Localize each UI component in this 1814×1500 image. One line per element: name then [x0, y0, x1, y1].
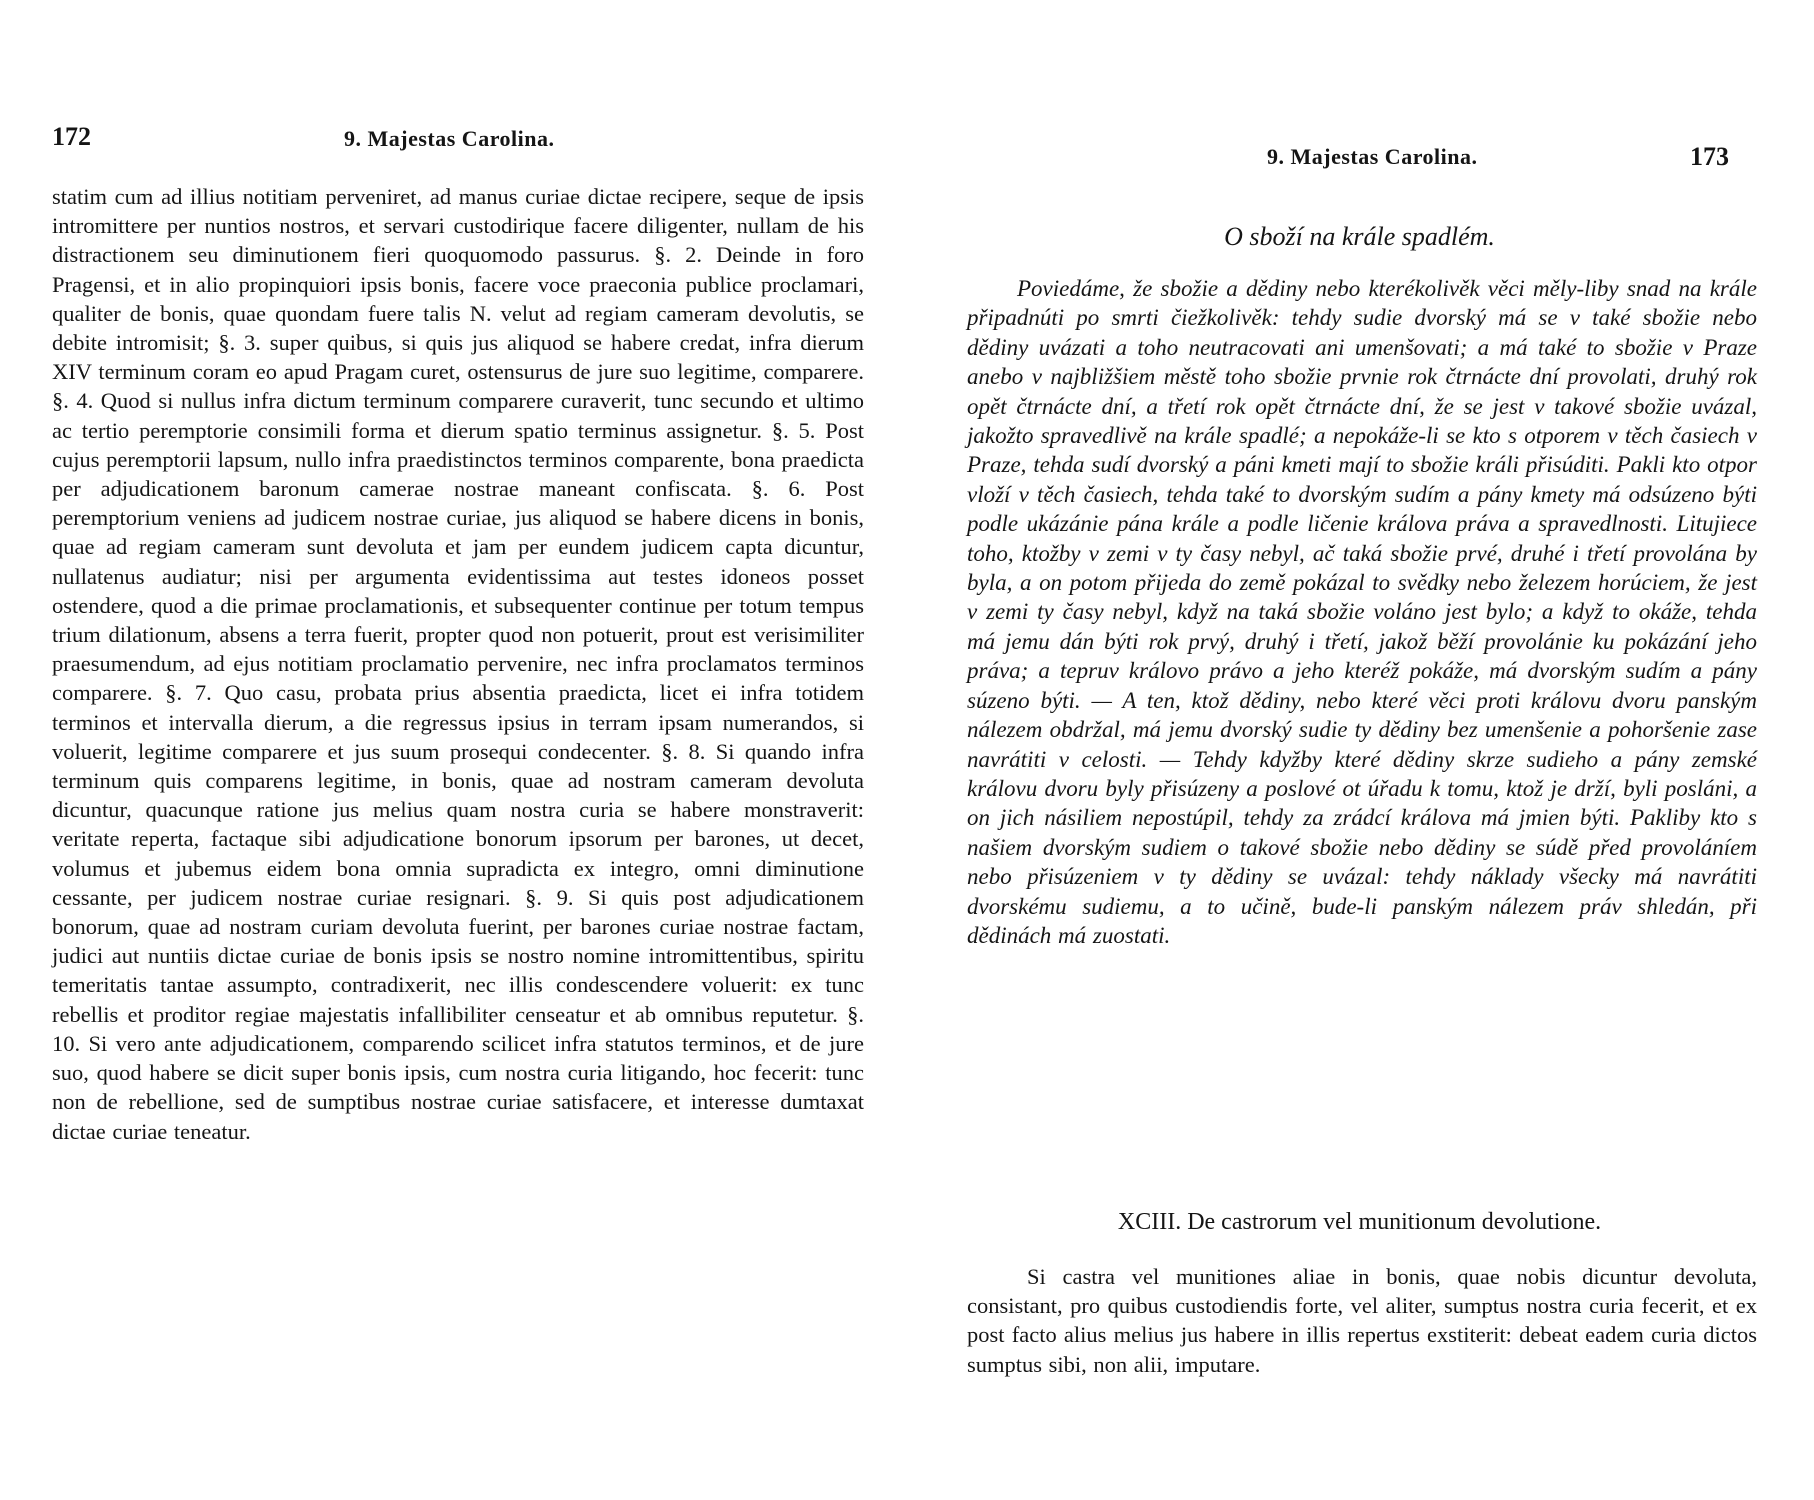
chapter-heading: XCIII. De castrorum vel munitionum devolutione. [1117, 1209, 1602, 1235]
running-head: 9. Majestas Carolina. [1267, 144, 1478, 169]
page-number: 172 [52, 122, 91, 151]
latin-body-text: Si castra vel munitiones aliae in bonis, quae nobis dicuntur devoluta, consistant, pro quibus custodiendis forte, vel aliter, sumptus nostra curia fecerit, et ex post facto alius melius jus habere in illis repertus exstiterit: debeat eadem curia dictos sumptus sibi, non alii, imputare. [967, 1264, 1757, 1377]
right-page [907, 0, 1814, 1500]
page-number: 173 [1690, 142, 1729, 171]
latin-body-text: statim cum ad illius notitiam perveniret, ad manus curiae dictae recipere, seque de ipsis intromittere per nuntios nostros, et servari custodirique facere diligenter, nullam de his distractionem seu diminutionem fieri quoquomodo passurus. §. 2. Deinde in foro Pragensi, et in alio propinquiori ipsis bonis, facere voce praeconia publice proclamari, qualiter de bonis, quae quondam fuere talis N. velut ad regiam cameram devolutis, se debite intromisit; §. 3. super quibus, si quis jus aliquod se habere credat, infra dierum XIV terminum coram eo apud Pragam curet, ostensurus de jure suo legitime, comparere. §. 4. Quod si nullus infra dictum terminum comparere curaverit, tunc secundo et ultimo ac tertio peremptorie consimili forma et dierum spatio terminus assignetur. §. 5. Post cujus peremptorii lapsum, nullo infra praedistinctos terminos comparente, bona praedicta per adjudicationem baronum camerae nostrae maneant confiscata. §. 6. Post peremptorium veniens ad judicem nostrae curiae, jus aliquod se habere dicens in bonis, quae ad regiam cameram sunt devoluta et jam per eundem judicem capta dicuntur, nullatenus audiatur; nisi per argumenta evidentissima aut testes idoneos posset ostendere, quod a die primae proclamationis, et subsequenter continue per totum tempus trium dilationum, absens a terra fuerit, propter quod non potuerit, prout est verisimiliter praesumendum, ad ejus notitiam proclamatio pervenire, nec infra proclamatos terminos comparere. §. 7. Quo casu, probata prius absentia praedicta, licet ei infra totidem terminos et intervalla dierum, a die regressus ipsius in terram ipsam numerandos, si voluerit, legitime comparere et jus suum prosequi condecenter. §. 8. Si quando infra terminum quis comparens legitime, in bonis, quae ad nostram cameram devoluta dicuntur, quacunque ratione jus melius quam nostra curia se habere monstraverit: veritate reperta, factaque sibi adjudicatione bonorum ipsorum per barones, ut decet, volumus et jubemus eidem bona omnia supradicta ex integro, omni diminutione cessante, per judicem nostrae curiae resignari. §. 9. Si quis post adjudicationem bonorum, quae ad nostram curiam devoluta fuerint, per barones curiae nostrae factam, judici aut nuntiis dictae curiae de bonis ipsis se nostro nomine intromittentibus, spiritu temeritatis tantae assumpto, contradixerit, nec illis condescendere voluerit: ex tunc rebellis et proditor regiae majestatis infallibiliter censeatur et ab omnibus reputetur. §. 10. Si vero ante adjudicationem, comparendo scilicet infra statutos terminos, et de jure suo, quod habere se dicit super bonis ipsis, cum nostra curia litigando, hoc fecerit: tunc non de rebellione, sed de sumptibus nostrae curiae satisfacere, et interesse dumtaxat dictae curiae teneatur. [52, 184, 864, 1144]
section-title: O sboží na krále spadlém. [1224, 222, 1495, 251]
czech-body-text: Poviedáme, že sbožie a dědiny nebo kterékolivěk věci měly-liby snad na krále připadnúti po smrti čiežkolivěk: tehdy sudie dvorský má se v také sbožie nebo dědiny uvázati a toho neutracovati ani umenšovati; a má také to sbožie v Praze anebo v najbližšiem městě toho sbožie prvnie rok čtrnácte dní provolati, druhý rok opět čtrnácte dní, a třetí rok opět čtrnácte dní, že se jest v takové sbožie uvázal, jakožto spravedlivě na krále spadlé; a nepokáže-li se kto s otporem v těch časiech v Praze, tehda sudí dvorský a páni kmeti mají to sbožie králi přisúditi. Pakli kto otpor vloží v těch časiech, tehda také to dvorským sudím a pány kmety má odsúzeno býti podle ukázánie pána krále a podle ličenie králova práva a spravedlnosti. Litujiece toho, ktožby v zemi v ty časy nebyl, ač taká sbožie prvé, druhé i třetí provolána by byla, a on potom přijeda do země pokázal to svědky nebo železem horúciem, že jest v zemi ty časy nebyl, když na taká sbožie voláno jest bylo; a když to okáže, tehda má jemu dán býti rok prvý, druhý i třetí, jakož běží provolánie ku pokázání jeho práva; a tepruv královo právo a jeho kteréž pokáže, má dvorským sudím a pány súzeno býti. — A ten, ktož dědiny, nebo které věci proti královu dvoru panským nálezem obdržal, má jemu dvorský sudie ty dědiny bez umenšenie a pohoršenie zase navrátiti v celosti. — Tehdy kdyžby které dědiny skrze sudieho a pány zemské královu dvoru byly přisúzeny a poslové ot úřadu k tomu, ktož je drží, byli posláni, a on jich násiliem nepostúpil, tehdy za zrádcí králova má jmien býti. Pakliby kto s našiem dvorským sudiem o takové sbožie nebo dědiny se súdě před provoláníem nebo přisúzeniem v ty dědiny se uvázal: tehdy náklady všecky má navrátiti dvorskému sudiemu, a to učině, bude-li panským nálezem práv shledán, při dědinách má zuostati. [967, 276, 1757, 948]
running-head: 9. Majestas Carolina. [344, 126, 555, 151]
